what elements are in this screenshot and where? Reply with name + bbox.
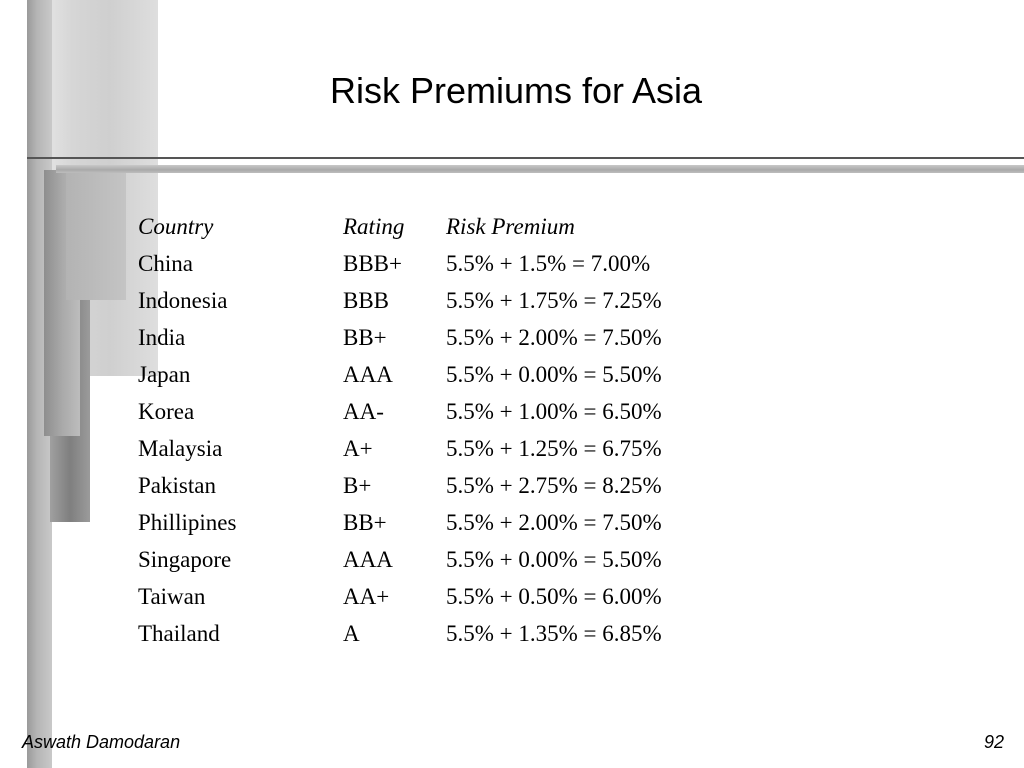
cell-risk-premium: 5.5% + 0.00% = 5.50% (446, 547, 662, 572)
cell-rating: AA+ (343, 584, 390, 609)
header-risk-premium: Risk Premium (446, 214, 575, 239)
cell-rating: BB+ (343, 325, 387, 350)
cell-rating: B+ (343, 473, 372, 498)
cell-risk-premium: 5.5% + 2.00% = 7.50% (446, 325, 662, 350)
cell-country: Indonesia (138, 288, 228, 313)
cell-risk-premium: 5.5% + 2.00% = 7.50% (446, 510, 662, 535)
slide-title: Risk Premiums for Asia (329, 70, 703, 111)
cell-country: Japan (138, 362, 191, 387)
cell-rating: AAA (343, 547, 393, 572)
cell-country: Thailand (138, 621, 220, 646)
cell-country: Pakistan (138, 473, 216, 498)
header-country: Country (138, 214, 214, 239)
cell-rating: BB+ (343, 510, 387, 535)
title-divider-line (27, 157, 1024, 159)
cell-rating: AAA (343, 362, 393, 387)
cell-risk-premium: 5.5% + 1.5% = 7.00% (446, 251, 651, 276)
cell-risk-premium: 5.5% + 0.00% = 5.50% (446, 362, 662, 387)
cell-risk-premium: 5.5% + 1.35% = 6.85% (446, 621, 662, 646)
cell-risk-premium: 5.5% + 2.75% = 8.25% (446, 473, 662, 498)
decorative-bar-inner (66, 170, 126, 300)
cell-country: Singapore (138, 547, 232, 572)
cell-risk-premium: 5.5% + 1.00% = 6.50% (446, 399, 662, 424)
cell-country: Korea (138, 399, 195, 424)
cell-country: China (138, 251, 193, 276)
cell-risk-premium: 5.5% + 1.75% = 7.25% (446, 288, 662, 313)
cell-country: Phillipines (138, 510, 237, 535)
header-rating: Rating (343, 214, 405, 239)
cell-rating: AA- (343, 399, 384, 424)
cell-risk-premium: 5.5% + 1.25% = 6.75% (446, 436, 662, 461)
cell-country: Taiwan (138, 584, 206, 609)
cell-country: Malaysia (138, 436, 223, 461)
cell-rating: BBB+ (343, 251, 402, 276)
page-number: 92 (983, 732, 1004, 752)
cell-country: India (138, 325, 186, 350)
cell-rating: A+ (343, 436, 373, 461)
cell-risk-premium: 5.5% + 0.50% = 6.00% (446, 584, 662, 609)
cell-rating: BBB (343, 288, 390, 313)
title-divider-shadow (56, 165, 1024, 173)
footer-author: Aswath Damodaran (22, 732, 181, 752)
cell-rating: A (343, 621, 360, 646)
